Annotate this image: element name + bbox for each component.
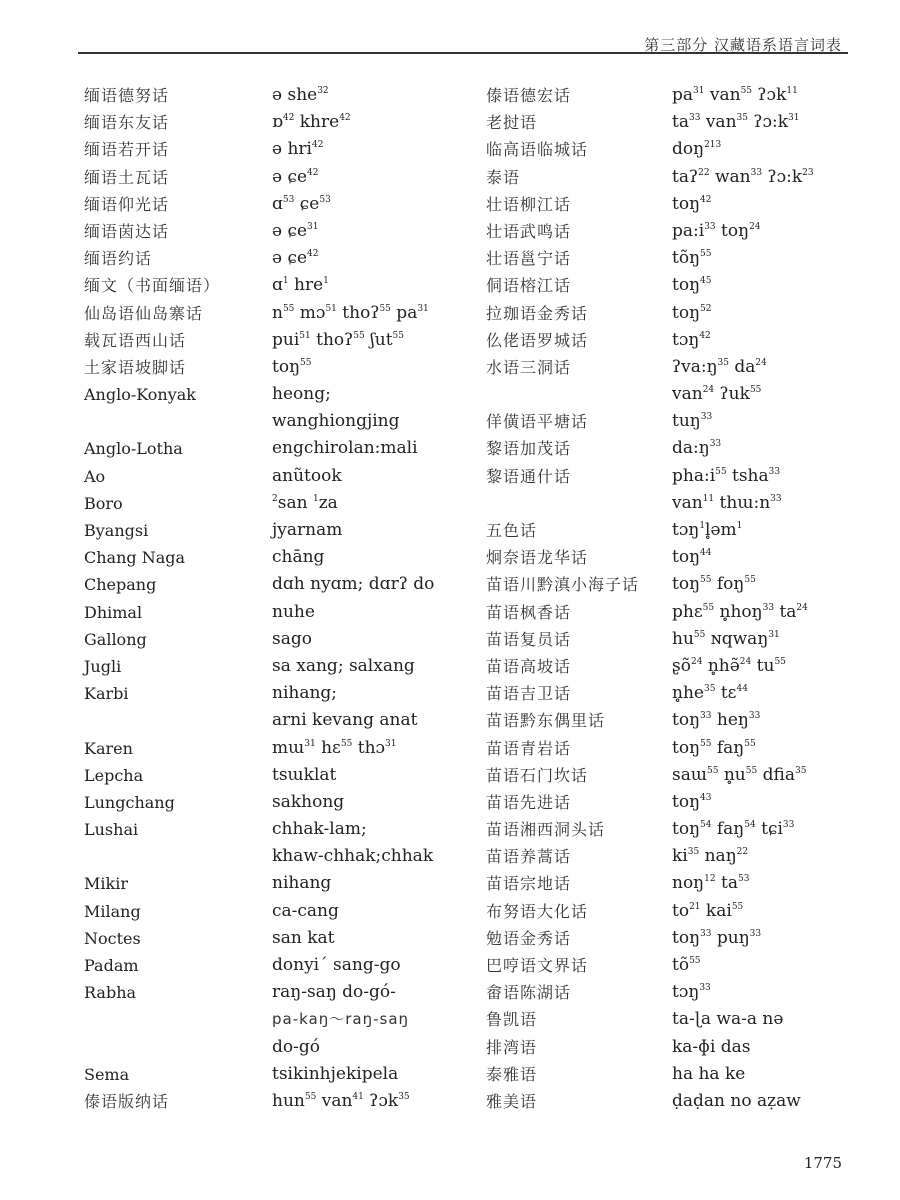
word-form-cell: tuŋ$^{33}$: [672, 411, 713, 432]
word-form-cell: tsikinhjekipela: [272, 1063, 399, 1084]
word-form-cell: $tõ^{55}$: [672, 955, 701, 975]
language-name-cell: Ao: [84, 466, 106, 486]
page-number: 1775: [803, 1154, 842, 1172]
word-form-cell: $n̥he^{35}$ tɛ$^{44}$: [672, 683, 748, 704]
word-form-cell: toŋ$^{43}$: [672, 791, 712, 812]
language-name-cell: 炯奈语龙华话: [486, 548, 589, 568]
language-name-cell: 苗语石门坎话: [486, 765, 589, 785]
language-name-cell: Lushai: [84, 820, 139, 840]
language-name-cell: 苗语复员话: [486, 629, 572, 649]
language-name-cell: 黎语通什话: [486, 466, 572, 486]
language-name-cell: Chang Naga: [84, 548, 186, 568]
word-form-cell: ɑ$^{53}$ ɕe$^{53}$: [272, 193, 331, 214]
language-name-cell: [84, 1006, 294, 1033]
language-name-cell: 巴哼语文界话: [486, 956, 589, 975]
language-name-cell: 载瓦语西山话: [84, 330, 187, 350]
word-form-cell: van$^{11}$ $thɯ:n^{33}$: [672, 492, 782, 513]
language-name-cell: 苗语青岩话: [486, 738, 572, 758]
word-form-cell: pui$^{51}$ thoʔ$^{55}$ ʃut$^{55}$: [272, 329, 404, 350]
header-title: 第三部分 汉藏语系语言词表: [644, 36, 842, 54]
word-form-cell: jyarnam: [272, 520, 343, 540]
word-form-cell: toŋ$^{42}$: [672, 193, 712, 214]
word-form-cell: ca-cang: [272, 900, 339, 921]
word-form-cell: ə ɕe$^{42}$: [272, 166, 319, 187]
word-form-cell: ta-ɭa wa-a nə: [672, 1009, 784, 1030]
language-name-column-left: [84, 82, 294, 1115]
word-form-cell: tsɯklat: [272, 764, 337, 785]
word-form-cell: phɛ$^{55}$ n̥hoŋ$^{33}$ $ta^{24}$: [672, 601, 808, 622]
word-form-cell: $da:ŋ^{33}$: [672, 438, 722, 459]
word-form-cell: nihang;: [272, 683, 338, 704]
language-name-cell: 缅语茵达话: [84, 221, 170, 241]
word-form-cell: dɑh nyɑm; dɑrʔ do: [272, 574, 435, 595]
word-form-column-right: [672, 82, 872, 1115]
word-form-column-left: [272, 82, 492, 1115]
word-form-cell: wanghiongjing: [272, 411, 400, 432]
language-name-cell: 苗语湘西洞头话: [486, 820, 606, 840]
word-form-cell: $n^{55}$ mɔ$^{51}$ thoʔ$^{55}$ $pa^{31}$: [272, 302, 429, 323]
word-form-cell: toŋ$^{54}$ faŋ$^{54}$ tɕi$^{33}$: [672, 819, 795, 840]
language-name-cell: 苗语川黔滇小海子话: [486, 575, 640, 595]
word-form-cell: ʂõ$^{24}$ n̥hə̃$^{24}$ $tu^{55}$: [672, 655, 786, 676]
word-form-cell: $ki^{35}$ naŋ$^{22}$: [672, 846, 749, 867]
word-form-cell: $ta^{33}$ van$^{35}$ $ʔɔ:k^{31}$: [672, 112, 800, 133]
word-form-cell: tõŋ$^{55}$: [672, 248, 712, 269]
word-form-cell: sakhong: [272, 791, 345, 812]
word-form-cell: anũtook: [272, 465, 342, 486]
word-form-cell: toŋ$^{33}$ heŋ$^{33}$: [672, 710, 761, 731]
word-form-cell: ka-ɸi das: [672, 1036, 751, 1057]
language-name-cell: [84, 707, 294, 734]
language-name-cell: 壮语柳江话: [486, 194, 572, 214]
language-name-cell: 佯僙语平塘话: [486, 412, 589, 432]
language-name-cell: Padam: [84, 956, 139, 975]
word-form-cell: toŋ$^{55}$ faŋ$^{55}$: [672, 737, 756, 758]
word-form-cell: engchirolan:mali: [272, 438, 418, 459]
word-form-cell: tɔŋ$^{33}$: [672, 982, 711, 1003]
language-name-cell: 水语三洞话: [486, 357, 572, 377]
word-form-cell: ha ha ke: [672, 1063, 746, 1084]
word-form-cell: toŋ$^{55}$ foŋ$^{55}$: [672, 574, 756, 595]
language-name-cell: 老挝语: [486, 113, 538, 133]
language-name-cell: 傣语版纳话: [84, 1091, 170, 1111]
word-form-cell: van$^{24}$ ʔuk$^{55}$: [672, 384, 762, 405]
word-form-cell: saɯ$^{55}$ $n̥u^{55}$ dfia$^{35}$: [672, 764, 807, 785]
word-form-cell: arni kevang anat: [272, 710, 418, 731]
language-name-cell: 排湾语: [486, 1037, 538, 1057]
word-form-cell: $ʔva:ŋ^{35}$ $da^{24}$: [672, 356, 767, 377]
language-name-cell: 五色话: [486, 521, 538, 540]
language-name-cell: 缅语东友话: [84, 113, 170, 133]
word-form-cell: hun$^{55}$ van$^{41}$ ʔɔk$^{35}$: [272, 1090, 410, 1111]
word-form-cell: do-gó: [272, 1036, 320, 1057]
language-name-cell: Rabha: [84, 983, 137, 1003]
word-form-cell: donyi´ sang-go: [272, 955, 401, 975]
word-form-cell: ə ɕe$^{31}$: [272, 220, 319, 241]
language-name-cell: 拉珈语金秀话: [486, 303, 589, 323]
language-name-cell: 缅语德努话: [84, 86, 170, 105]
language-name-cell: [84, 408, 294, 435]
language-name-cell: [486, 381, 666, 408]
language-name-cell: 雅美语: [486, 1091, 538, 1111]
word-form-cell: ɑ$^1$ hre$^1$: [272, 275, 329, 296]
language-name-cell: 泰语: [486, 167, 521, 187]
language-name-cell: 苗语先进话: [486, 792, 572, 812]
language-name-cell: Lungchang: [84, 792, 175, 812]
language-name-cell: Boro: [84, 493, 123, 513]
word-form-cell: $pha:i^{55}$ tsha$^{33}$: [672, 465, 781, 486]
word-form-cell: sa xang; salxang: [272, 655, 415, 676]
language-name-cell: 壮语武鸣话: [486, 221, 572, 241]
language-name-cell: Dhimal: [84, 602, 143, 622]
running-header: [0, 0, 900, 60]
word-form-cell: ɒ$^{42}$ khre$^{42}$: [272, 112, 351, 133]
language-name-cell: 苗语吉卫话: [486, 684, 572, 704]
language-name-cell: 苗语养蒿话: [486, 847, 572, 867]
language-name-cell: 临高语临城话: [486, 140, 589, 160]
word-form-cell: san kat: [272, 927, 335, 948]
language-name-cell: 勉语金秀话: [486, 928, 572, 948]
language-name-cell: Lepcha: [84, 765, 144, 785]
word-form-cell: pa-kaŋ～raŋ-saŋ: [272, 1010, 410, 1029]
language-name-cell: 缅文（书面缅语）: [84, 276, 221, 296]
language-name-cell: 鲁凯语: [486, 1010, 538, 1030]
word-form-cell: ə ɕe$^{42}$: [272, 248, 319, 269]
word-form-cell: heong;: [272, 384, 331, 405]
word-form-cell: noŋ$^{12}$ $ta^{53}$: [672, 873, 750, 894]
language-name-cell: 缅语土瓦话: [84, 167, 170, 187]
language-name-cell: 畲语陈湖话: [486, 983, 572, 1003]
language-name-cell: [84, 1034, 294, 1061]
word-form-cell: $to^{21}$ kai$^{55}$: [672, 900, 744, 921]
language-name-cell: Karbi: [84, 684, 129, 704]
language-name-column-right: [486, 82, 666, 1115]
language-name-cell: 黎语加茂话: [486, 439, 572, 459]
word-form-cell: chhak-lam;: [272, 819, 367, 840]
language-name-cell: 布努语大化话: [486, 901, 589, 921]
language-name-cell: Karen: [84, 738, 133, 758]
language-name-cell: Anglo-Konyak: [84, 385, 196, 405]
language-name-cell: 傣语德宏话: [486, 86, 572, 105]
header-rule: [78, 52, 848, 54]
word-form-cell: $^2$san $^1$za: [272, 492, 338, 513]
language-name-cell: 苗语宗地话: [486, 874, 572, 894]
word-form-cell: chāng: [272, 547, 325, 568]
language-name-cell: 缅语仰光话: [84, 194, 170, 214]
language-name-cell: 苗语黔东偶里话: [486, 711, 606, 731]
word-form-cell: toŋ$^{33}$ puŋ$^{33}$: [672, 927, 762, 948]
word-form-cell: ə hri$^{42}$: [272, 139, 324, 160]
language-name-cell: Sema: [84, 1064, 130, 1084]
language-name-cell: 土家语坡脚话: [84, 357, 187, 377]
word-form-cell: ḍaḍan no aẓaw: [672, 1090, 801, 1111]
word-form-cell: toŋ$^{45}$: [672, 275, 712, 296]
language-name-cell: Milang: [84, 901, 141, 921]
word-form-cell: tɔŋ$^{42}$: [672, 329, 711, 350]
word-form-cell: raŋ-saŋ do-gó-: [272, 982, 396, 1003]
language-name-cell: 侗语榕江话: [486, 276, 572, 296]
word-form-cell: mɯ$^{31}$ hɛ$^{55}$ thɔ$^{31}$: [272, 737, 397, 758]
language-name-cell: Chepang: [84, 575, 157, 595]
word-form-cell: tɔŋ$^1$l̥əm$^1$: [672, 520, 743, 540]
language-name-cell: 缅语约话: [84, 249, 153, 269]
language-name-cell: 仫佬语罗城话: [486, 330, 589, 350]
word-form-cell: toŋ$^{52}$: [672, 302, 712, 323]
language-name-cell: Jugli: [84, 656, 122, 676]
word-form-cell: nuhe: [272, 601, 315, 622]
language-name-cell: 仙岛语仙岛寨话: [84, 303, 204, 323]
word-form-cell: nihang: [272, 873, 332, 894]
word-form-cell: $hu^{55}$ ɴqwaŋ$^{31}$: [672, 628, 780, 649]
language-name-cell: [84, 843, 294, 870]
language-name-cell: Gallong: [84, 629, 147, 649]
word-form-cell: taʔ$^{22}$ wan$^{33}$ $ʔɔ:k^{23}$: [672, 166, 814, 187]
word-form-cell: $pa:i^{33}$ toŋ$^{24}$: [672, 220, 761, 241]
language-name-cell: 苗语枫香话: [486, 602, 572, 622]
word-form-cell: toŋ$^{55}$: [272, 356, 312, 377]
language-name-cell: 苗语高坡话: [486, 656, 572, 676]
language-name-cell: Byangsi: [84, 521, 149, 540]
word-form-cell: toŋ$^{44}$: [672, 547, 712, 568]
word-form-cell: ə she$^{32}$: [272, 85, 329, 105]
word-form-cell: doŋ$^{213}$: [672, 139, 722, 160]
language-name-cell: Anglo-Lotha: [84, 439, 183, 459]
language-name-cell: Noctes: [84, 928, 141, 948]
language-name-cell: [486, 490, 666, 517]
language-name-cell: Mikir: [84, 874, 128, 894]
word-form-cell: khaw-chhak;chhak: [272, 846, 434, 867]
language-name-cell: 壮语邕宁话: [486, 249, 572, 269]
word-form-cell: sago: [272, 628, 312, 649]
language-name-cell: 泰雅语: [486, 1064, 538, 1084]
language-name-cell: 缅语若开话: [84, 140, 170, 160]
word-form-cell: $pa^{31}$ van$^{55}$ ʔɔk$^{11}$: [672, 85, 798, 105]
